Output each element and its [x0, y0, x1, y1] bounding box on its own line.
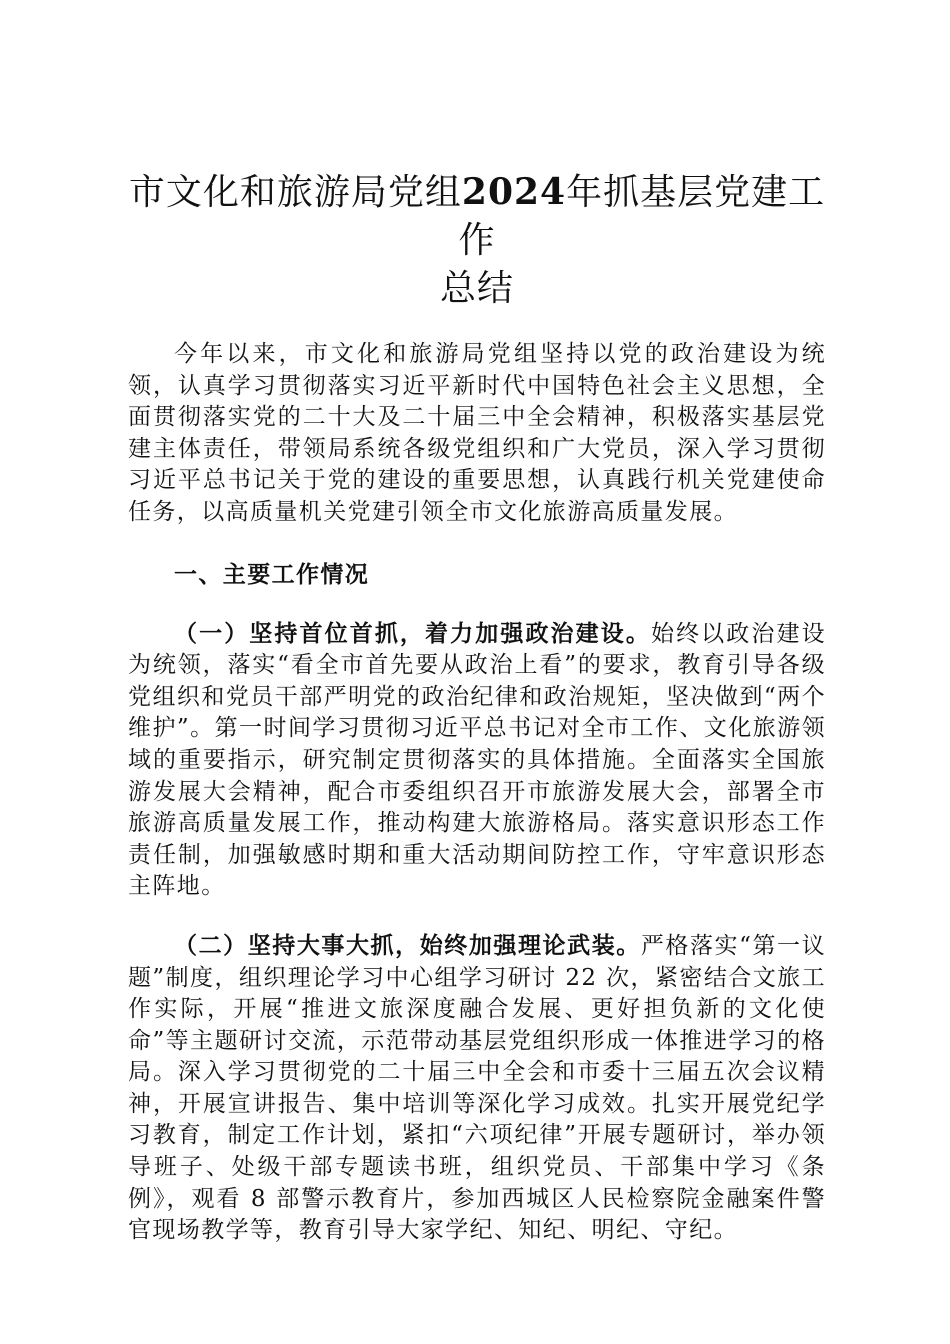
subsection-theory-armament — [128, 931, 826, 1247]
subsection-2-lead: （二）坚持大事大抓，始终加强理论武装。 — [174, 932, 641, 959]
intro-paragraph: 今年以来，市文化和旅游局党组坚持以党的政治建设为统领，认真学习贯彻落实习近平新时代中国特色社会主义思想，全面贯彻落实党的二十大及二十届三中全会精神，积极落实基层党建主体责任，带领局系统各级党组织和广大党员，深入学习贯彻习近平总书记关于党的建设的重要思想，认真践行机关党建使命任务，以高质量机关党建引领全市文化旅游高质量发展。 — [128, 341, 826, 525]
document-page — [128, 168, 826, 1247]
section-heading-main-work: 一、主要工作情况 — [174, 561, 370, 588]
document-title — [128, 168, 826, 313]
subsection-2-body: 严格落实“第一议题”制度，组织理论学习中心组学习研讨 22 次，紧密结合文旅工作实际，开展“推进文旅深度融合发展、更好担负新的文化使命”等主题研讨交流，示范带动基层党组织形成一体推进学习的格局。深入学习贯彻党的二十届三中全会和市委十三届五次会议精神，开展宣讲报告、集中培训等深化学习成效。扎实开展党纪学习教育，制定工作计划，紧扣“六项纪律”开展专题研讨，举办领导班子、处级干部专题读书班，组织党员、干部集中学习《条例》，观看 8 部警示教育片，参加西城区人民检察院金融案件警官现场教学等，教育引导大家学纪、知纪、明纪、守纪。 — [128, 932, 826, 1244]
title-line1-pre: 市文化和旅游局党组 — [128, 172, 462, 213]
subsection-1-lead: （一）坚持首位首抓，着力加强政治建设。 — [174, 620, 651, 647]
subsection-political-building — [128, 619, 826, 903]
subsection-1-body: 始终以政治建设为统领，落实“看全市首先要从政治上看”的要求，教育引导各级党组织和党员干部严明党的政治纪律和政治规矩，坚决做到“两个维护”。第一时间学习贯彻习近平总书记对全市工作、文化旅游领域的重要指示，研究制定贯彻落实的具体措施。全面落实全国旅游发展大会精神，配合市委组织召开市旅游发展大会，部署全市旅游高质量发展工作，推动构建大旅游格局。落实意识形态工作责任制，加强敏感时期和重大活动期间防控工作，守牢意识形态主阵地。 — [128, 620, 826, 900]
title-year: 2024 — [461, 171, 567, 213]
title-line1-post: 年抓基层党建工作 — [458, 172, 826, 261]
title-line2: 总结 — [439, 268, 514, 309]
